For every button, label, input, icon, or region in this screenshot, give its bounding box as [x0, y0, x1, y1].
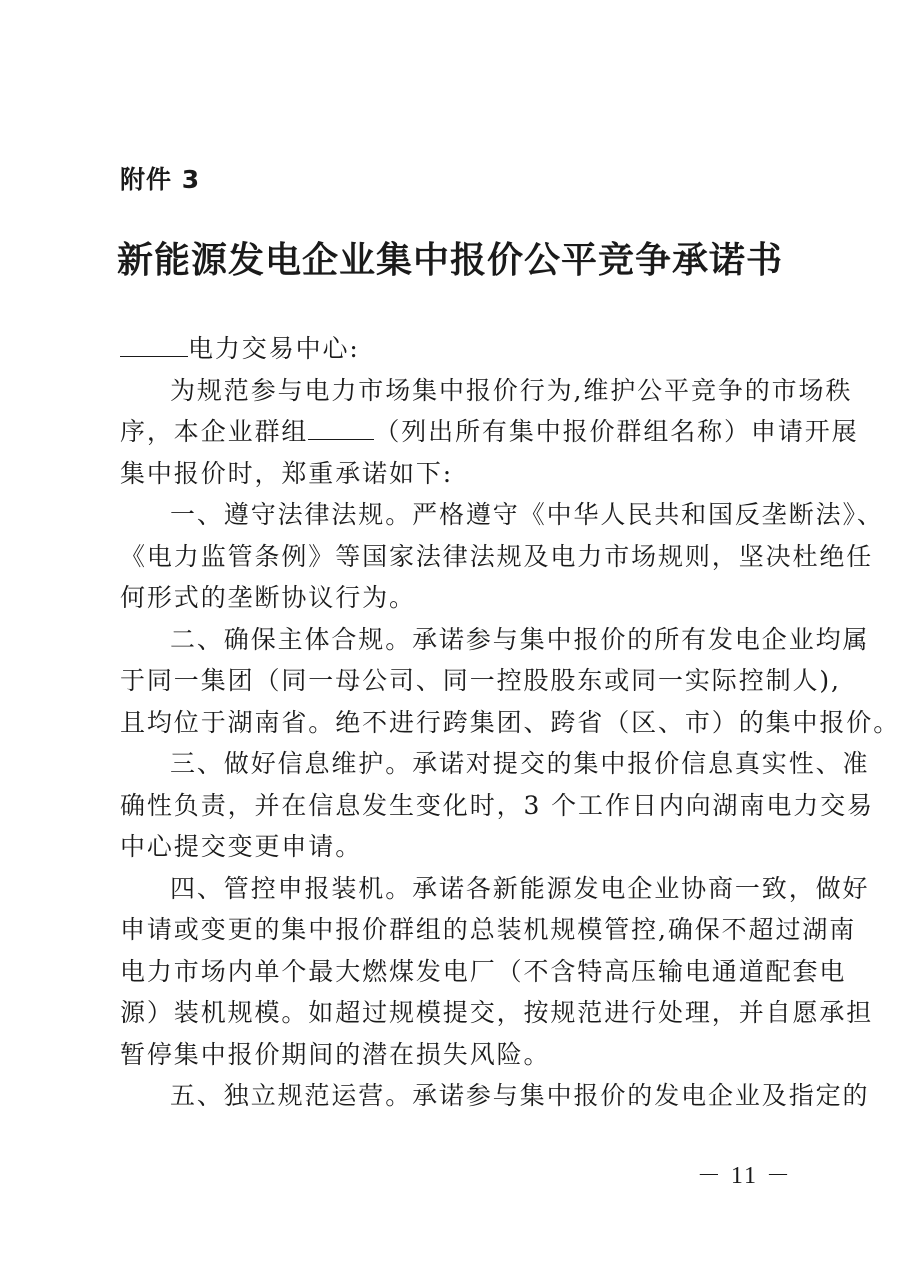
addressee-blank: [120, 334, 188, 357]
commitment-4-line: 暂停集中报价期间的潜在损失风险。: [120, 1039, 551, 1069]
commitment-3-line: 中心提交变更申请。: [120, 832, 363, 861]
commitment-3-line: 确性负责，并在信息发生变化时，3 个工作日内向湖南电力交易: [120, 790, 874, 820]
commitment-1-line: 一、遵守法律法规。严格遵守《中华人民共和国反垄断法》、: [170, 500, 884, 529]
addressee-line: [120, 328, 790, 370]
document-body: [120, 328, 900, 1117]
commitment-2-line: 且均位于湖南省。绝不进行跨集团、跨省（区、市）的集中报价。: [120, 707, 900, 737]
commitment-4-line: 四、管控申报装机。承诺各新能源发电企业协商一致，做好: [170, 873, 870, 903]
document-title: 新能源发电企业集中报价公平竞争承诺书: [116, 239, 783, 281]
page-number: － 11 －: [696, 1163, 792, 1189]
intro-line: 为规范参与电力市场集中报价行为,维护公平竞争的市场秩: [170, 375, 853, 405]
intro-line: [120, 411, 859, 453]
addressee-text: 电力交易中心:: [188, 334, 360, 363]
commitment-4-line: 源）装机规模。如超过规模提交，按规范进行处理，并自愿承担: [120, 998, 874, 1027]
intro-line: 集中报价时，郑重承诺如下:: [120, 458, 454, 488]
commitment-4-line: 申请或变更的集中报价群组的总装机规模管控,确保不超过湖南: [120, 915, 857, 944]
intro-text: 序，本企业群组: [120, 417, 309, 446]
commitment-2-line: 二、确保主体合规。承诺参与集中报价的所有发电企业均属: [170, 624, 870, 654]
attachment-label: 附件 3: [120, 165, 201, 194]
commitment-2-line: 于同一集团（同一母公司、同一控股股东或同一实际控制人),: [120, 666, 841, 695]
commitment-1-line: 何形式的垄断协议行为。: [120, 583, 416, 612]
commitment-1-line: 《电力监管条例》等国家法律法规及电力市场规则，坚决杜绝任: [120, 541, 874, 571]
intro-text: （列出所有集中报价群组名称）申请开展: [374, 417, 859, 446]
commitment-3-line: 三、做好信息维护。承诺对提交的集中报价信息真实性、准: [170, 749, 870, 778]
commitment-5-line: 五、独立规范运营。承诺参与集中报价的发电企业及指定的: [170, 1081, 870, 1110]
group-name-blank: [308, 417, 374, 440]
commitment-4-line: 电力市场内单个最大燃煤发电厂（不含特高压输电通道配套电: [120, 956, 847, 986]
